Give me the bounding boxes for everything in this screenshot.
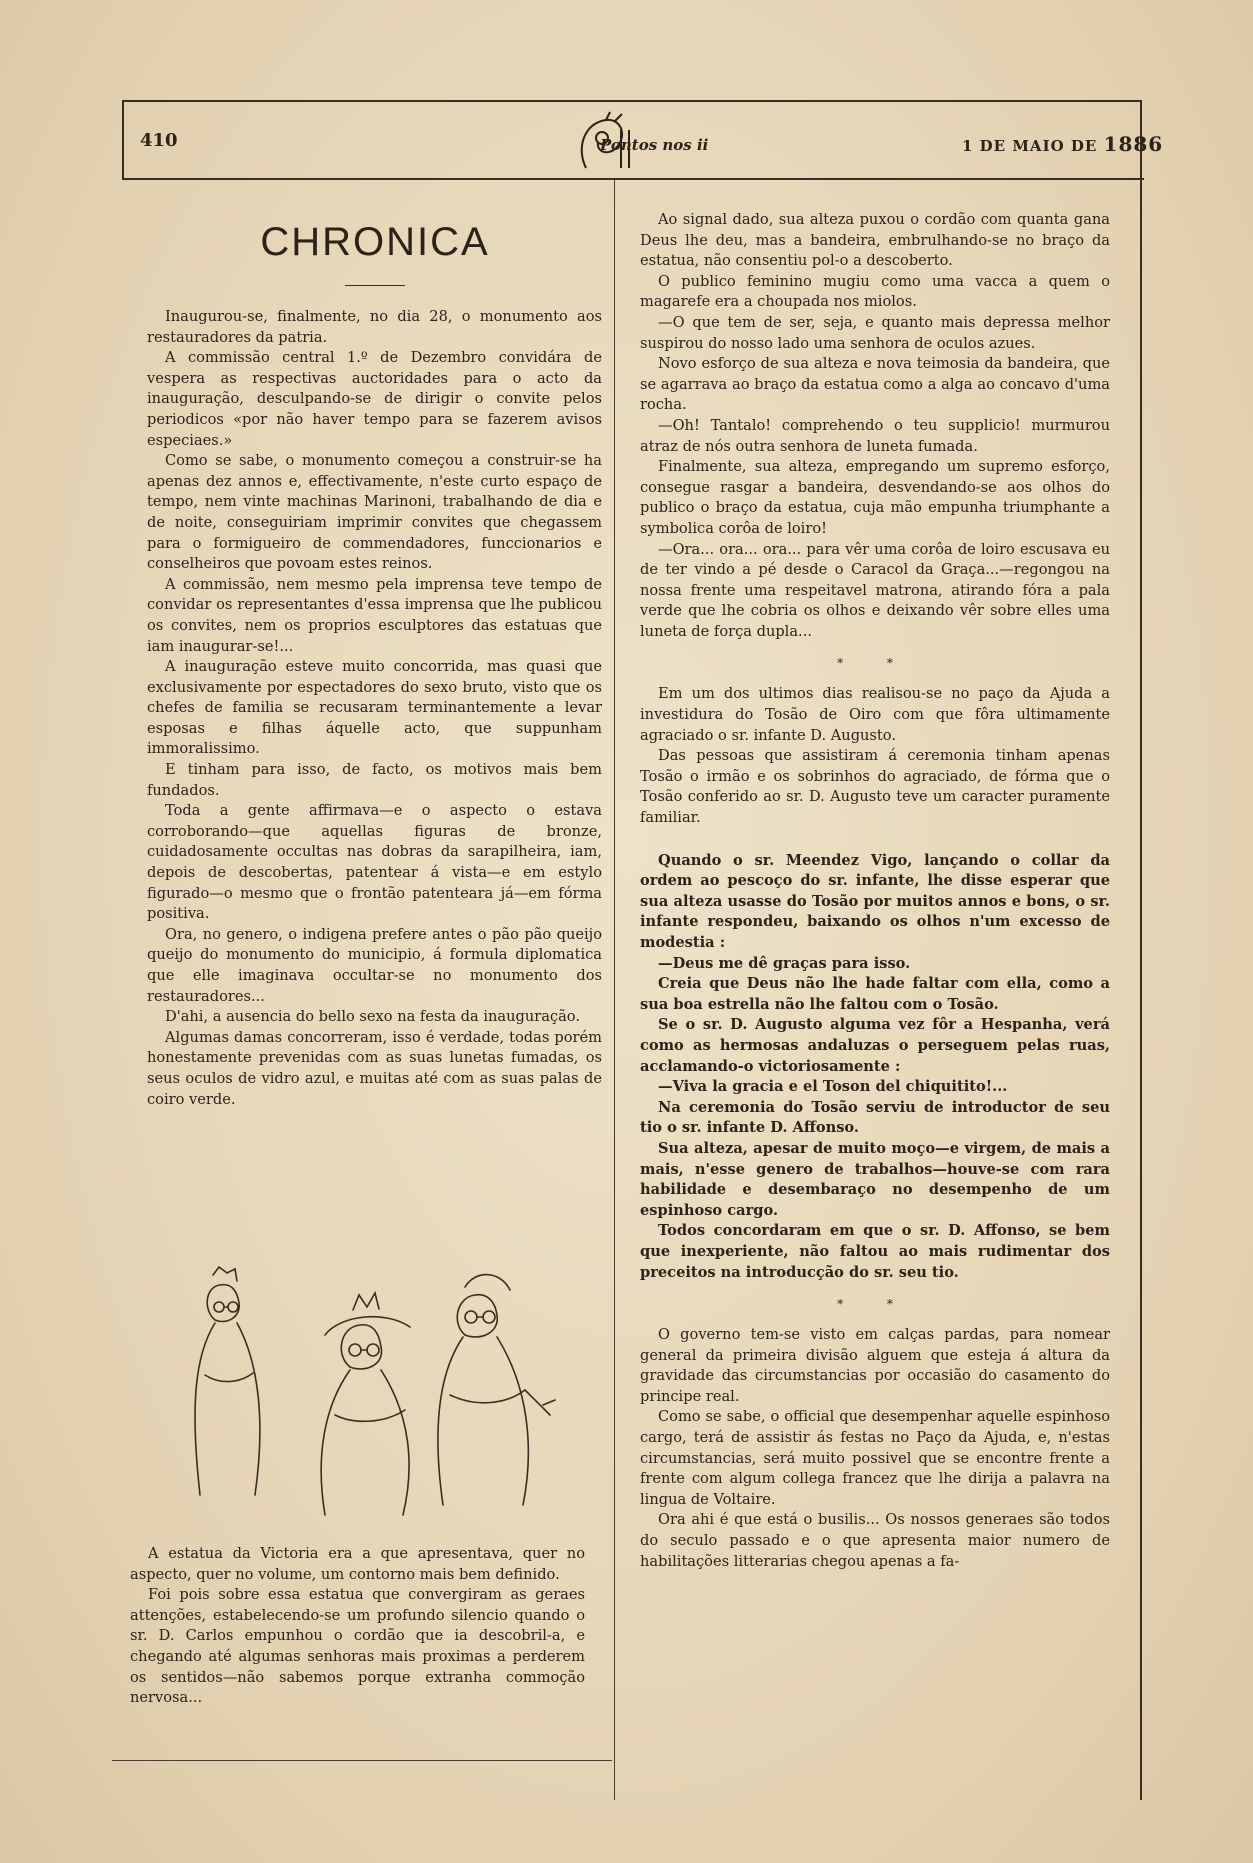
issue-date — [962, 132, 1163, 156]
paragraph: —Oh! Tantalo! comprehendo o teu supplicio! murmurou atraz de nós outra senhora de luneta fumada. — [640, 416, 1110, 455]
paragraph: Como se sabe, o monumento começou a construir-se ha apenas dez annos e, effectivamente, n'este curto espaço de tempo, nem vinte machinas Marinoni, trabalhando de dia e de noite, conseguiriam imprimir convites que chegassem para o formigueiro de commendadores, funccionarios e conselheiros que povoam estes reinos. — [147, 452, 602, 573]
paragraph: Todos concordaram em que o sr. D. Affonso, se bem que inexperiente, não faltou ao mais rudimentar dos preceitos na introducção do sr. seu tio. — [640, 1222, 1110, 1281]
paragraph: Algumas damas concorreram, isso é verdade, todas porém honestamente prevenidas com as suas lunetas fumadas, os seus oculos de vidro azul, e muitas até com as suas palas de coiro verde. — [147, 1028, 602, 1108]
bottom-rule — [112, 1760, 612, 1761]
illustration-three-ladies — [175, 1265, 575, 1525]
paragraph: —O que tem de ser, seja, e quanto mais depressa melhor suspirou do nosso lado uma senhora de oculos azues. — [640, 313, 1110, 352]
paragraph: —Ora... ora... ora... para vêr uma corôa de loiro escusava eu de ter vindo a pé desde o Caracol da Graça...—regongou na nossa frente uma respeitavel matrona, atirando fóra a pala verde que lhe cobria os olhos e deixando vêr sobre elles uma luneta de força dupla... — [640, 540, 1110, 640]
section-separator: * * — [837, 656, 913, 671]
paragraph: Das pessoas que assistiram á ceremonia tinham apenas Tosão o irmão e os sobrinhos do agraciado, de fórma que o Tosão conferido ao sr. D. Augusto teve um caracter puramente familiar. — [640, 747, 1110, 827]
column-rule — [614, 180, 615, 1800]
paragraph: Se o sr. D. Augusto alguma vez fôr a Hespanha, verá como as hermosas andaluzas o perseguem pelas ruas, acclamando-o victoriosamente : — [640, 1016, 1110, 1075]
left-column-top — [147, 307, 602, 1110]
issue-year: 1886 — [1103, 132, 1164, 156]
paragraph: —Viva la gracia e el Toson del chiquitito!... — [658, 1078, 1008, 1096]
paragraph: Toda a gente affirmava—e o aspecto o estava corroborando—que aquellas figuras de bronze, cuidadosamente occultas nas dobras da sarapilheira, iam, depois de descobertas, patentear á vista—e em estylo figurado—o mesmo que o frontão patenteara já—em fórma positiva. — [147, 802, 602, 923]
paragraph: —Deus me dê graças para isso. — [658, 954, 911, 972]
paragraph: Em um dos ultimos dias realisou-se no paço da Ajuda a investidura do Tosão de Oiro com que fôra ultimamente agraciado o sr. infante D. Augusto. — [640, 685, 1110, 744]
paragraph: Como se sabe, o official que desempenhar aquelle espinhoso cargo, terá de assistir ás festas no Paço da Ajuda, e, n'estas circumstancias, será muito possivel que se encontre frente a frente com algum collega francez que lhe dirija a palavra na lingua de Voltaire. — [640, 1408, 1110, 1508]
paragraph: Quando o sr. Meendez Vigo, lançando o collar da ordem ao pescoço do sr. infante, lhe disse esperar que sua alteza usasse do Tosão por muitos annos e bons, o sr. infante respondeu, baixando os olhos n'um excesso de modestia : — [640, 851, 1110, 951]
paragraph-gap — [640, 829, 1110, 851]
paragraph: Ao signal dado, sua alteza puxou o cordão com quanta gana Deus lhe deu, mas a bandeira, embrulhando-se no braço da estatua, não consentiu pol-o a descoberto. — [640, 211, 1110, 270]
paragraph: Sua alteza, apesar de muito moço—e virgem, de mais a mais, n'esse genero de trabalhos—houve-se com rara habilidade e desembaraço no desempenho de um espinhoso cargo. — [640, 1139, 1110, 1219]
paragraph: A commissão, nem mesmo pela imprensa teve tempo de convidar os representantes d'essa imprensa que lhe publicou os convites, nem os proprios esculptores das estatuas que iam inaugurar-se!... — [147, 575, 602, 655]
bold-section — [640, 851, 1110, 1283]
paragraph: A estatua da Victoria era a que apresentava, quer no aspecto, quer no volume, um contorno mais bem definido. — [130, 1545, 585, 1583]
paragraph: Ora, no genero, o indigena prefere antes o pão pão queijo queijo do monumento do municipio, á formula diplomatica que elle imaginava occultar-se no monumento dos restauradores... — [147, 925, 602, 1005]
page-number: 410 — [140, 130, 178, 151]
paragraph: Finalmente, sua alteza, empregando um supremo esforço, consegue rasgar a bandeira, desvendando-se aos olhos do publico o braço da estatua, cuja mão empunha triumphante a symbolica corôa de loiro! — [640, 458, 1110, 537]
frame-right-rule — [1140, 100, 1142, 1800]
paragraph: D'ahi, a ausencia do bello sexo na festa da inauguração. — [165, 1008, 580, 1026]
paragraph: Na ceremonia do Tosão serviu de introductor de seu tio o sr. infante D. Affonso. — [640, 1098, 1110, 1137]
paragraph: O governo tem-se visto em calças pardas, para nomear general da primeira divisão alguem que esteja á altura da gravidade das circumstancias por occasião do casamento do principe real. — [640, 1326, 1110, 1405]
frame-top-rule — [122, 100, 1140, 102]
section-separator: * * — [837, 1297, 913, 1312]
right-column — [640, 210, 1110, 1572]
frame-left-rule — [122, 100, 124, 180]
paragraph: Ora ahi é que está o busilis... Os nossos generaes são todos do seculo passado e o que apresenta maior numero de habilitações litterarias chegou apenas a fa- — [640, 1511, 1110, 1570]
paragraph: Foi pois sobre essa estatua que convergiram as geraes attenções, estabelecendo-se um profundo silencio quando o sr. D. Carlos empunhou o cordão que ia descobril-a, e chegando até algumas senhoras mais proximas a perderem os sentidos—não sabemos porque extranha commoção nervosa... — [130, 1586, 585, 1707]
paragraph: A inauguração esteve muito concorrida, mas quasi que exclusivamente por espectadores do sexo bruto, visto que os chefes de familia se recusaram terminantemente a levar esposas e filhas áquelle acto, que suppunham immoralissimo. — [147, 658, 602, 758]
paragraph: O publico feminino mugiu como uma vacca a quem o magarefe era a choupada nos miolos. — [640, 272, 1110, 311]
ladies-with-spectacles-illustration — [175, 1265, 575, 1525]
paragraph: A commissão central 1.º de Dezembro convidára de vespera as respectivas auctoridades para o acto da inauguração, desculpando-se de dirigir o convite pelos periodicos «por não haver tempo para se fazerem avisos especiaes.» — [147, 349, 602, 449]
paragraph: E tinham para isso, de facto, os motivos mais bem fundados. — [147, 761, 602, 799]
masthead-title: Pontos nos ii — [600, 136, 709, 154]
paragraph: Inaugurou-se, finalmente, no dia 28, o monumento aos restauradores da patria. — [147, 308, 602, 346]
title-rule — [345, 285, 405, 286]
paragraph: Novo esforço de sua alteza e nova teimosia da bandeira, que se agarrava ao braço da estatua como a alga ao concavo d'uma rocha. — [640, 355, 1110, 414]
paragraph: Creia que Deus não lhe hade faltar com ella, como a sua boa estrella não lhe faltou com o Tosão. — [640, 975, 1110, 1013]
left-column-bottom — [130, 1544, 585, 1709]
article-title: CHRONICA — [260, 220, 490, 264]
header-rule — [122, 178, 1144, 180]
issue-date-text: 1 DE MAIO DE — [962, 137, 1098, 155]
